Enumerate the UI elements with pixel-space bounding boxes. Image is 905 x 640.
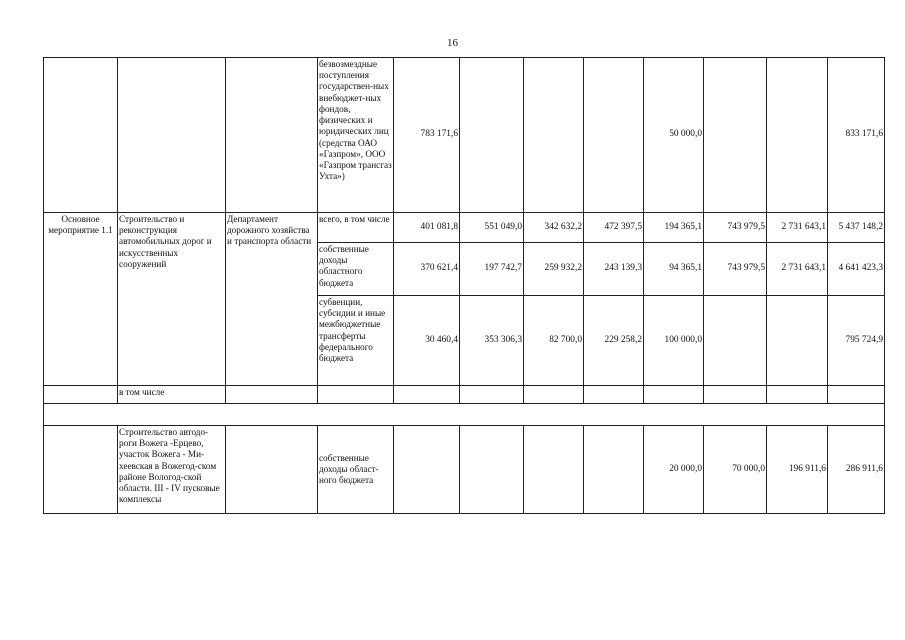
- value-total: 4 641 423,3: [828, 243, 885, 296]
- value-2016: 342 632,2: [524, 213, 584, 243]
- region-title: [44, 404, 885, 426]
- value-total: 5 437 148,2: [828, 213, 885, 243]
- executor-cell: [226, 386, 318, 404]
- value-2015: [460, 426, 524, 514]
- value-2016: [524, 58, 584, 213]
- source-cell: собственные доходы областного бюджета: [318, 243, 394, 296]
- value-2014: 30 460,4: [394, 296, 460, 386]
- region-row: [44, 404, 885, 426]
- executor-cell: Департамент дорожного хозяйства и транспорта области: [226, 213, 318, 386]
- value-2014: 401 081,8: [394, 213, 460, 243]
- source-cell: безвозмездные поступления государствен-ных внебюджет-ных фондов, физических и юридических лиц (средства ОАО «Газпром», ООО «Газпром трансгаз Ухта»): [318, 58, 394, 213]
- value-2020: 2 731 643,1: [767, 243, 828, 296]
- value-2014: [394, 426, 460, 514]
- table-row: [44, 213, 885, 243]
- value-2018: 194 365,1: [644, 213, 704, 243]
- value-2018: [644, 386, 704, 404]
- value-2017: 243 139,3: [584, 243, 644, 296]
- value-2018: 100 000,0: [644, 296, 704, 386]
- executor-cell: [226, 426, 318, 514]
- value-2014: [394, 386, 460, 404]
- value-2020: [767, 58, 828, 213]
- value-2019: 743 979,5: [704, 243, 767, 296]
- event-cell: [44, 426, 118, 514]
- event-cell: [44, 386, 118, 404]
- page-number: 16: [447, 37, 458, 49]
- value-total: 833 171,6: [828, 58, 885, 213]
- value-2015: 353 306,3: [460, 296, 524, 386]
- table-row: [44, 386, 885, 404]
- executor-cell: [226, 58, 318, 213]
- value-2020: [767, 296, 828, 386]
- value-2016: [524, 386, 584, 404]
- value-2016: 82 700,0: [524, 296, 584, 386]
- budget-table: [43, 57, 885, 514]
- value-2019: [704, 296, 767, 386]
- name-cell: в том числе: [118, 386, 226, 404]
- value-2019: [704, 386, 767, 404]
- value-total: 286 911,6: [828, 426, 885, 514]
- value-2015: [460, 386, 524, 404]
- value-2018: 50 000,0: [644, 58, 704, 213]
- value-2018: 20 000,0: [644, 426, 704, 514]
- name-cell: [118, 58, 226, 213]
- table-row: [44, 426, 885, 514]
- name-cell: Строительство и реконструкция автомобильных дорог и искусственных сооружений: [118, 213, 226, 386]
- source-cell: собственные доходы област-ного бюджета: [318, 426, 394, 514]
- value-2016: [524, 426, 584, 514]
- source-cell: всего, в том числе: [318, 213, 394, 243]
- value-2020: 2 731 643,1: [767, 213, 828, 243]
- value-2020: 196 911,6: [767, 426, 828, 514]
- table-row: [44, 58, 885, 213]
- value-2017: [584, 426, 644, 514]
- value-2019: 743 979,5: [704, 213, 767, 243]
- value-2014: 370 621,4: [394, 243, 460, 296]
- value-2015: 197 742,7: [460, 243, 524, 296]
- value-2017: 229 258,2: [584, 296, 644, 386]
- value-2016: 259 932,2: [524, 243, 584, 296]
- value-2017: [584, 386, 644, 404]
- value-2017: [584, 58, 644, 213]
- event-cell: [44, 58, 118, 213]
- value-2015: [460, 58, 524, 213]
- value-2019: [704, 58, 767, 213]
- value-2020: [767, 386, 828, 404]
- name-cell: Строительство автодо-роги Вожега -Ерцево, участок Вожега - Ми-хеевская в Вожегод-ском районе Вологод-ской области. III - IV пусковые комплексы: [118, 426, 226, 514]
- value-2014: 783 171,6: [394, 58, 460, 213]
- event-cell: Основное мероприятие 1.1: [44, 213, 118, 386]
- source-cell: субвенции, субсидии и иные межбюджетные трансферты федерального бюджета: [318, 296, 394, 386]
- source-cell: [318, 386, 394, 404]
- value-total: [828, 386, 885, 404]
- value-2015: 551 049,0: [460, 213, 524, 243]
- value-2017: 472 397,5: [584, 213, 644, 243]
- value-2018: 94 365,1: [644, 243, 704, 296]
- value-total: 795 724,9: [828, 296, 885, 386]
- value-2019: 70 000,0: [704, 426, 767, 514]
